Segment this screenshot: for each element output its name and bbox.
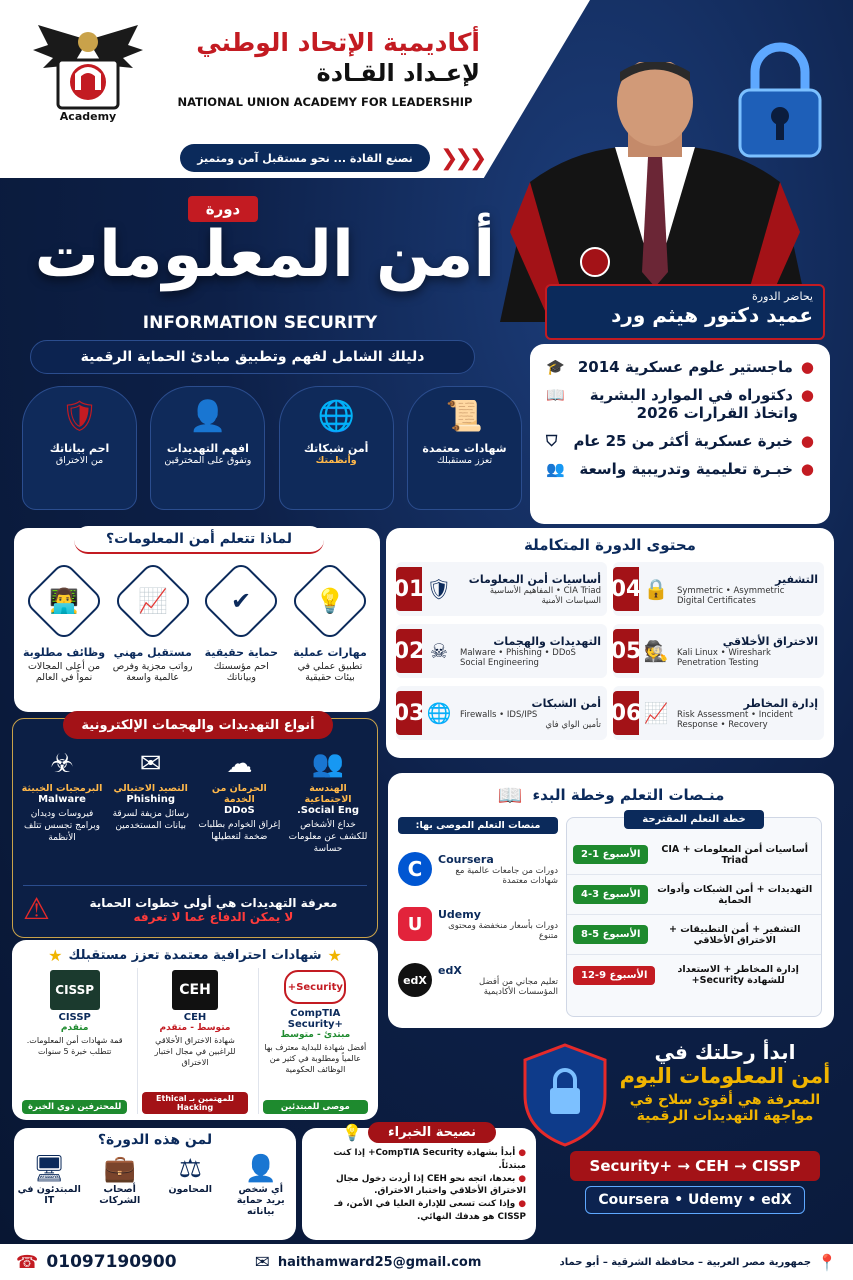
module-line: Response • Recovery — [677, 719, 768, 730]
feature-card — [407, 386, 522, 510]
plan-week: الأسبوع 9-12 — [573, 966, 655, 985]
shield-check-icon: 🛡 — [426, 577, 452, 601]
cert-tag: للمهتمين بـ Ethical Hacking — [142, 1092, 247, 1114]
plan-title-box — [624, 810, 764, 829]
plan-row — [567, 915, 821, 955]
why-title-bar — [74, 526, 324, 554]
module-line: Kali Linux • Wireshark — [677, 647, 771, 658]
platform-item[interactable] — [398, 896, 558, 952]
instructor-photo — [490, 62, 820, 322]
globe-icon: 🌐 — [426, 701, 452, 725]
module-item — [393, 562, 607, 616]
advice-item: ● بعدها، اتجه نحو CEH إذا أردت دخول مجال الاختراق الأخلاقي واختبار الاختراق. — [336, 1173, 526, 1197]
footer — [0, 1244, 853, 1280]
cert-path: Security+ → CEH → CISSP — [589, 1157, 801, 1175]
module-title: التشفير — [775, 572, 818, 586]
cta-line-3: المعرفة هي أقوى سلاح في — [629, 1092, 821, 1108]
module-line: Social Engineering — [460, 657, 539, 668]
why-item — [111, 572, 195, 683]
instructor-card: ● ماجستير علوم عسكرية 2014 🎓 ● دكتوراه في الموارد البشرية 📖 واتخاذ القرارات 2026 ● خبرة عسكرية أكثر من 25 عام ⛉ ● خبـرة تعليمية وتدريبية واسعة 👥 — [530, 344, 830, 524]
cta-line-1: ابدأ رحلتك في — [654, 1040, 796, 1064]
module-line: Firewalls • IDS/IPS — [460, 709, 538, 720]
logo-text: Academy — [59, 110, 117, 123]
feature-title: شهادات معتمدة — [422, 442, 507, 455]
why-item-sub: احم مؤسستك وبياناتك — [213, 661, 269, 683]
cta-line-4: مواجهة التهديدات الرقمية — [636, 1108, 814, 1124]
threat-en: Phishing — [126, 794, 176, 805]
cert-name: CEH — [183, 1012, 207, 1023]
threats-warning — [23, 885, 367, 927]
udemy-logo — [398, 907, 432, 941]
network-lock-icon: 🌐 — [317, 399, 355, 434]
footer-phone[interactable]: 01097190900 — [46, 1252, 177, 1272]
platform-item[interactable] — [398, 842, 558, 896]
instructor-item: واتخاذ القرارات 2026 — [636, 404, 798, 422]
audience-label: المحامون — [168, 1184, 213, 1195]
platform-name: Coursera — [438, 852, 494, 866]
feature-sub: من الاختراق — [55, 455, 104, 466]
platforms-title-box — [398, 817, 558, 834]
tagline: نصنع القادة ... نحو مستقبل آمن ومتميز — [197, 151, 413, 165]
open-book-icon: 📖 — [497, 783, 523, 807]
briefcase-icon: 💼 — [103, 1154, 136, 1184]
warning-line-2: لا يمكن الدفاع عما لا تعرفه — [133, 909, 294, 924]
group-icon: 👥 — [546, 460, 565, 478]
computer-user-icon: 🖥 — [32, 1154, 66, 1184]
platform-desc: تعليم مجاني من أفضل المؤسسات الأكاديمية — [479, 976, 558, 997]
threat-desc: خداع الأشخاص للكشف عن معلومات حساسة — [288, 820, 368, 855]
coursera-logo-text: C — [407, 857, 423, 881]
bulb-icon: 💡 — [289, 560, 371, 642]
book-icon: 📖 — [546, 386, 565, 404]
lightbulb-icon: 💡 — [342, 1123, 362, 1142]
cert-item — [18, 968, 131, 1114]
feature-card — [22, 386, 137, 510]
module-number: 03 — [396, 691, 422, 735]
module-number: 06 — [613, 691, 639, 735]
cert-tag: للمحترفين ذوي الخبرة — [22, 1100, 127, 1114]
why-item-title: وظائف مطلوبة — [22, 646, 106, 659]
platform-name: edX — [438, 963, 462, 977]
cert-desc: شهادة الاختراق الأخلاقي للراغبين في مجال اختبار الاختراق — [154, 1036, 236, 1067]
plan-week: الأسبوع 5-8 — [573, 925, 648, 944]
cta-line-2: أمن المعلومات اليوم — [619, 1064, 831, 1088]
edx-logo — [398, 963, 432, 997]
cloud-attack-icon: ☁ — [226, 749, 253, 779]
platform-name: Udemy — [438, 907, 481, 921]
why-item — [22, 572, 106, 683]
why-item-sub: رواتب مجزية وفرص عالمية واسعة — [112, 661, 193, 683]
content-card — [386, 528, 834, 758]
instructor-item: دكتوراه في الموارد البشرية — [589, 386, 793, 404]
advice-card — [302, 1123, 536, 1240]
module-line: Digital Certificates — [677, 595, 756, 606]
plan-week: الأسبوع 3-4 — [573, 885, 648, 904]
course-title: أمن المعلومات — [34, 218, 496, 292]
why-item-title: مستقبل مهني — [113, 646, 192, 659]
module-line: السياسات الأمنية — [541, 595, 601, 606]
badge-star-icon: ⛉ — [546, 432, 558, 450]
platform-desc: دورات بأسعار منخفضة ومحتوى متنوع — [448, 920, 558, 941]
threats-title-bar — [63, 711, 333, 739]
footer-address: جمهورية مصر العربية – محافظة الشرقية – أبو حماد — [559, 1256, 812, 1268]
ceh-logo — [172, 970, 218, 1010]
threat-item — [19, 749, 105, 855]
module-number: 05 — [613, 629, 639, 673]
plan-text: التشفير + أمن التطبيقات + الاختراق الأخلاقي — [668, 923, 801, 946]
certs-card: ★ شهادات احترافية معتمدة تعزز مستقبلك ★ Security+ CompTIA Security+ مبتدئ - متوسط أفضل شهادة للبداية معترف بها عالمياً ومطلوبة في كثير من الوظائف الحكومية موصى للمبتدئين CEH CEH متوسط - متقدم شهادة الاختراق الأخلاقي للراغبين في مجال اختبار الاختراق للمهتمين بـ Ethical Hacking CISSP CISSP متقدم قمة شهادات أمن المعلومات. تتطلب خبرة 5 سنوات للمحترفين ذوي الخبرة — [12, 940, 378, 1120]
location-icon: 📍 — [817, 1252, 837, 1272]
platforms-box — [585, 1186, 805, 1214]
feature-title: احم بياناتك — [49, 442, 110, 455]
cert-desc: أفضل شهادة للبداية معترف بها عالمياً ومطلوبة في كثير من الوظائف الحكومية — [264, 1043, 367, 1074]
module-item — [393, 624, 607, 678]
plan-row — [567, 835, 821, 875]
advice-title: نصيحة الخبراء — [387, 1125, 476, 1140]
why-card — [14, 528, 380, 712]
cert-desc: قمة شهادات أمن المعلومات. تتطلب خبرة 5 سنوات — [26, 1036, 123, 1056]
learning-title: منـصات التعلم وخطة البدء — [532, 786, 725, 804]
audience-label: أصحاب الشركات — [99, 1184, 141, 1206]
content-title: محتوى الدورة المتكاملة — [524, 536, 696, 554]
course-subtitle-bar — [30, 340, 475, 374]
platform-item[interactable] — [398, 952, 558, 1008]
threat-item — [108, 749, 194, 855]
why-item-sub: من أعلى المجالات نمواً في العالم — [27, 661, 101, 683]
audience-label: المبتدئون في IT — [17, 1184, 81, 1206]
ceh-logo-text: CEH — [179, 982, 211, 998]
audience-label: أي شخص يريد حماية بياناته — [236, 1184, 285, 1217]
threat-desc: فيروسات وديدان وبرامج تجسس تتلف الأنظمة — [24, 809, 101, 844]
why-item-title: حماية حقيقية — [204, 646, 279, 659]
module-line: CIA Triad • المفاهيم الأساسية — [489, 585, 601, 596]
mail-hook-icon: ✉ — [139, 749, 162, 779]
advice-text: وإذا كنت تسعى للإدارة العليا في الأمن، فـ CISSP هو هدفك النهائي. — [334, 1199, 526, 1222]
feature-sub: تعزز مستقبلك — [436, 455, 493, 466]
why-item-sub: تطبيق عملي في بيئات حقيقية — [297, 661, 363, 683]
module-line: Risk Assessment • Incident — [677, 709, 793, 720]
threat-title: الحرمان من الخدمة — [211, 783, 267, 805]
edx-logo-text: edX — [403, 973, 427, 987]
udemy-logo-text: U — [407, 913, 423, 935]
scales-icon: ⚖ — [178, 1154, 202, 1184]
footer-email[interactable]: haithamward25@gmail.com — [277, 1254, 482, 1270]
cert-name: CISSP — [58, 1012, 91, 1023]
academy-logo — [28, 20, 148, 150]
cert-name: CompTIA Security+ — [287, 1008, 343, 1030]
cert-item — [258, 968, 372, 1114]
advice-item: ● وإذا كنت تسعى للإدارة العليا في الأمن، فـ CISSP هو هدفك النهائي. — [334, 1199, 526, 1222]
module-line: تأمين الواي فاي — [545, 719, 601, 730]
cert-level: مبتدئ - متوسط — [280, 1030, 351, 1040]
user-shield-icon: 👤 — [244, 1154, 277, 1184]
feature-title: افهم التهديدات — [166, 442, 249, 455]
tagline-bar — [180, 144, 430, 172]
shield-icon: ✔ — [200, 560, 282, 642]
instructor-item: خبـرة تعليمية وتدريبية واسعة — [579, 460, 793, 478]
threat-item — [196, 749, 282, 855]
cert-tag: موصى للمبتدئين — [263, 1100, 368, 1114]
course-title-en: INFORMATION SECURITY — [142, 313, 378, 333]
why-item — [199, 572, 283, 683]
chart-icon: 📈 — [643, 701, 669, 725]
threat-en: DDoS — [224, 805, 255, 816]
audience-title: لمن هذه الدورة؟ — [97, 1132, 213, 1148]
phone-icon: ☎ — [16, 1251, 39, 1273]
cert-level: متقدم — [60, 1023, 89, 1033]
feature-card — [279, 386, 394, 510]
audience-card — [14, 1128, 296, 1240]
email-icon: ✉ — [254, 1251, 270, 1273]
plan-box — [566, 814, 822, 1017]
threat-en: Malware — [38, 794, 86, 805]
audience-item — [17, 1154, 81, 1217]
academy-name-ar: أكاديمية الإتحاد الوطني — [196, 28, 480, 57]
academy-name-ar-2: لإعـداد القـادة — [316, 59, 480, 87]
plan-title: خطة التعلم المقترحة — [642, 814, 746, 825]
threat-desc: رسائل مزيفة لسرقة بيانات المستخدمين — [112, 809, 189, 832]
audience-item — [158, 1154, 222, 1217]
cta-platforms: Coursera • Udemy • edX — [598, 1192, 792, 1208]
module-number: 01 — [396, 567, 422, 611]
plan-row — [567, 875, 821, 915]
feature-sub: وأنظمتك — [315, 455, 357, 466]
module-line: Penetration Testing — [677, 657, 759, 668]
platform-desc: دورات من جامعات عالمية مع شهادات معتمدة — [455, 865, 558, 886]
module-number: 02 — [396, 629, 422, 673]
biohazard-icon: ☣ — [50, 749, 74, 779]
feature-sub: وتفوق على المخترقين — [164, 455, 252, 466]
plan-text: التهديدات + أمن الشبكات وأدوات الحماية — [657, 883, 813, 906]
chevrons-icon: ❯❯❯ — [440, 146, 484, 171]
grad-cap-icon: 🎓 — [546, 358, 565, 376]
cissp-logo — [50, 970, 100, 1010]
plan-text: أساسيات أمن المعلومات + CIA Triad — [661, 843, 809, 866]
shield-check-icon: 🛡 — [60, 399, 99, 434]
learning-card — [388, 773, 834, 1028]
module-title: أمن الشبكات — [531, 696, 601, 710]
plan-text: إدارة المخاطر + الاستعداد للشهادة Security+ — [677, 964, 799, 986]
warning-line-1: معرفة التهديدات هي أولى خطوات الحماية — [89, 895, 338, 910]
cissp-logo-text: CISSP — [55, 983, 95, 997]
growth-chart-icon: 📈 — [112, 560, 194, 642]
academy-name-en: NATIONAL UNION ACADEMY FOR LEADERSHIP — [177, 95, 473, 109]
module-item — [610, 562, 824, 616]
module-item — [610, 624, 824, 678]
certs-title: شهادات احترافية معتمدة تعزز مستقبلك — [68, 948, 322, 963]
instructor-label: يحاضر الدورة — [752, 290, 813, 303]
coursera-logo — [398, 852, 432, 886]
people-icon: 👥 — [311, 749, 345, 779]
threat-en: Social Eng. — [296, 805, 359, 816]
plan-row — [567, 955, 821, 995]
advice-text: بعدها، اتجه نحو CEH إذا أردت دخول مجال الاختراق الأخلاقي واختبار الاختراق. — [336, 1173, 526, 1197]
threat-title: التصيد الاحتيالي — [113, 783, 188, 794]
threat-title: البرمجيات الخبيثة — [21, 783, 103, 794]
course-badge-text: دورة — [205, 200, 241, 218]
advice-text: أبدأ بشهادة CompTIA Security+ إذا كنت مبتدئاً. — [333, 1148, 526, 1171]
worker-icon: 👨‍💻 — [23, 560, 105, 642]
advice-item: ● أبدأ بشهادة CompTIA Security+ إذا كنت مبتدئاً. — [333, 1148, 526, 1171]
cert-item — [137, 968, 251, 1114]
instructor-item: ماجستير علوم عسكرية 2014 — [577, 358, 793, 376]
spy-icon: 🕵 — [643, 639, 669, 663]
instructor-label-box — [545, 284, 825, 340]
hacker-icon: 👤 — [189, 399, 227, 434]
advice-title-box — [368, 1122, 496, 1143]
module-item — [393, 686, 607, 740]
audience-item — [229, 1154, 293, 1217]
threat-title: الهندسة الاجتماعية — [304, 783, 352, 805]
module-line: Malware • Phishing • DDoS — [460, 647, 576, 658]
threat-item — [285, 749, 371, 855]
plan-week: الأسبوع 1-2 — [573, 845, 648, 864]
module-title: الاختراق الأخلاقي — [722, 634, 818, 648]
audience-item — [88, 1154, 152, 1217]
certificate-icon: 📜 — [445, 399, 484, 434]
security-plus-logo — [284, 970, 346, 1004]
feature-card — [150, 386, 265, 510]
module-title: التهديدات والهجمات — [493, 634, 601, 648]
module-number: 04 — [613, 567, 639, 611]
why-item — [288, 572, 372, 683]
instructor-name: عميد دكتور هيثم ورد — [611, 303, 813, 327]
platforms-title: منصات التعلم الموصى بها: — [415, 820, 541, 831]
module-line: Symmetric • Asymmetric — [677, 585, 785, 596]
feature-title: أمن شبكاتك — [303, 442, 369, 455]
security-plus-logo-text: Security+ — [287, 981, 343, 993]
warning-icon: ⚠ — [23, 892, 50, 927]
module-title: إدارة المخاطر — [743, 696, 818, 710]
threat-desc: إغراق الخوادم بطلبات ضخمة لتعطيلها — [198, 820, 281, 843]
why-title: لماذا تتعلم أمن المعلومات؟ — [105, 531, 293, 547]
module-title: أساسيات أمن المعلومات — [468, 572, 601, 586]
lock-icon: 🔒 — [643, 577, 669, 601]
module-item — [610, 686, 824, 740]
skull-icon: ☠ — [430, 639, 448, 663]
features-row — [22, 386, 522, 510]
instructor-item: خبرة عسكرية أكثر من 25 عام — [573, 432, 793, 450]
cert-path-box — [570, 1151, 820, 1181]
course-subtitle: دليلك الشامل لفهم وتطبيق مبادئ الحماية الرقمية — [80, 349, 425, 365]
threats-card — [12, 718, 378, 938]
cert-level: متوسط - متقدم — [159, 1023, 231, 1033]
why-item-title: مهارات عملية — [293, 646, 367, 659]
threats-title: أنواع التهديدات والهجمات الإلكترونية — [81, 717, 315, 733]
